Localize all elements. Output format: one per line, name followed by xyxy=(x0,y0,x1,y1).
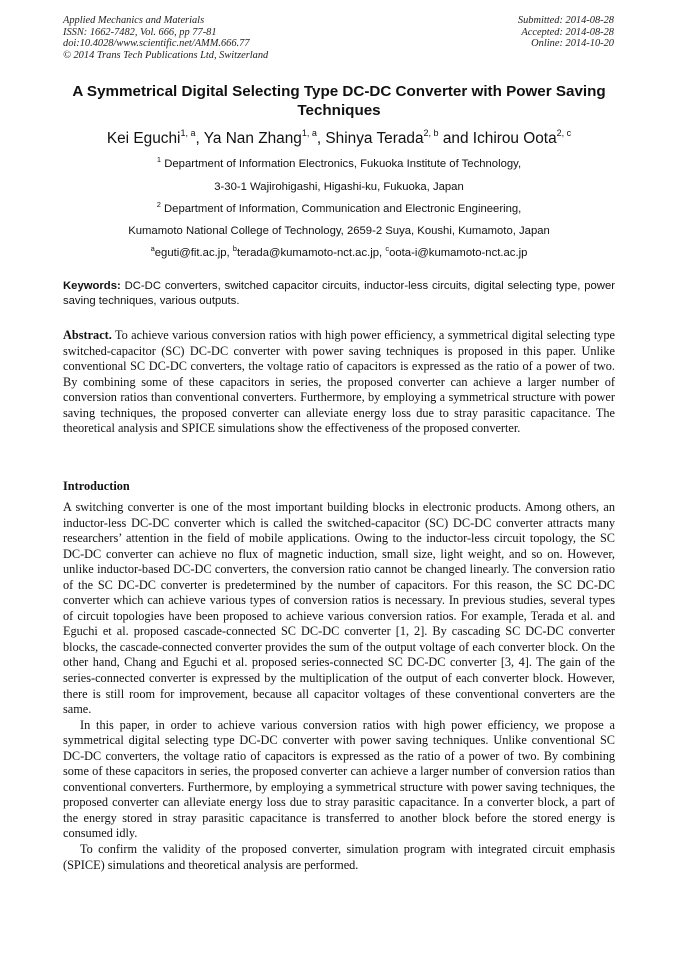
copyright-line: © 2014 Trans Tech Publications Ltd, Switzerland xyxy=(63,49,269,61)
author-list xyxy=(50,129,628,149)
email-address: eguti@fit.ac.jp, xyxy=(154,247,233,259)
abstract-label: Abstract. xyxy=(63,328,112,342)
submitted-date: Submitted: 2014-08-28 xyxy=(517,15,614,26)
author-affiliation-mark: 2, b xyxy=(423,128,439,138)
affiliation-mark: 1 xyxy=(156,155,162,164)
online-date: Online: 2014-10-20 xyxy=(531,38,614,50)
journal-header-left xyxy=(63,15,268,61)
issn-line: ISSN: 1662-7482, Vol. 666, pp 77-81 xyxy=(63,26,217,38)
journal-name: Applied Mechanics and Materials xyxy=(63,15,205,26)
affiliation-1-line-1 xyxy=(40,157,638,171)
paper-title: A Symmetrical Digital Selecting Type DC-DC Converter with Power Saving Techniques xyxy=(72,83,606,119)
author-affiliation-mark: 1, a xyxy=(180,128,196,138)
email-mark: a xyxy=(150,244,155,253)
body-paragraph: In this paper, in order to achieve various conversion ratios with high power efficiency, we propose a symmetrical digital selecting type DC-DC converter with power saving techniques. Unlike conventional SC DC-DC converters, the voltage ratio of capacitors is expressed as the ratio of a power of two. By combining some of these capacitors in series, the proposed converter can achieve a larger number of conversion ratios than conventional converters. Furthermore, by employing a symmetrical structure with power saving techniques, the proposed converter can alleviate energy loss due to stray parasitic capacitance. In a converter block, a part of the energy stored in stray parasitic capacitance is transferred to another block before the stored energy is consumed idly. xyxy=(63,717,615,841)
email-address: oota-i@kumamoto-nct.ac.jp xyxy=(389,247,528,259)
author-separator: and xyxy=(438,130,473,147)
author-name: Shinya Terada xyxy=(325,130,424,147)
author-name: Kei Eguchi xyxy=(106,130,181,147)
abstract-text: To achieve various conversion ratios with high power efficiency, a symmetrical digital selecting type switched-capacitor (SC) DC-DC converter with power saving techniques is proposed in this paper. Unlike conventional SC DC-DC converters, the voltage ratio of capacitors is expressed as the ratio of a power of two. By combining some of these capacitors in series, the proposed converter can achieve a larger number of conversion ratios than conventional converters. Furthermore, by employing a symmetrical structure with power saving techniques, the proposed converter can alleviate energy loss due to stray parasitic capacitance. The theoretical analysis and SPICE simulations show the effectiveness of the proposed converter. xyxy=(63,328,615,436)
email-mark: c xyxy=(385,244,390,253)
abstract xyxy=(63,328,615,437)
author-name: Ichirou Oota xyxy=(472,130,557,147)
author-separator: , xyxy=(316,130,326,147)
affiliation-text: Department of Information, Communication and Electronic Engineering, xyxy=(160,203,522,215)
affiliation-2-line-2: Kumamoto National College of Technology, 2659-2 Suya, Koushi, Kumamoto, Japan xyxy=(128,225,550,237)
author-name: Ya Nan Zhang xyxy=(203,130,302,147)
affiliation-text: Department of Information Electronics, Fukuoka Institute of Technology, xyxy=(161,158,522,170)
affiliation-mark: 2 xyxy=(156,200,161,209)
email-address: terada@kumamoto-nct.ac.jp, xyxy=(236,247,386,259)
accepted-date: Accepted: 2014-08-28 xyxy=(521,26,614,38)
email-mark: b xyxy=(232,244,237,253)
keywords-label: Keywords: xyxy=(63,280,121,292)
body-paragraph: A switching converter is one of the most important building blocks in electronic products. Among others, an inductor-less DC-DC converter which is called the switched-capacitor (SC) DC-DC converter attracts many researchers’ attention in the field of mobile applications. Owing to the inductor-less circuit topology, the SC DC-DC converter can achieve no flux of magnetic induction, small size, light weight, and so on. However, unlike inductor-based DC-DC converters, the conversion ratio cannot be changed linearly. The conversion ratio of the SC DC-DC converter is predetermined by the number of capacitors. For this reason, the SC DC-DC converter which can achieve various types of conversion ratios is necessary. In previous studies, several types of circuit topologies have been proposed to achieve various conversion ratios. For example, Terada et al. and Eguchi et al. proposed cascade-connected SC DC-DC converter [1, 2]. By cascading SC DC-DC converter blocks, the cascade-connected converter provides the sum of the output voltage of each converter block. On the other hand, Chang and Eguchi et al. proposed series-connected SC DC-DC converter [3, 4]. The gain of the series-connected converter is expressed by the multiplication of the output of each converter block. However, there is still room for improvement, because all capacitor voltages of these conventional converters are the same. xyxy=(63,500,615,717)
keywords xyxy=(63,279,615,309)
introduction-body xyxy=(63,500,615,873)
email-line xyxy=(40,246,638,260)
author-affiliation-mark: 1, a xyxy=(301,128,317,138)
body-paragraph: To confirm the validity of the proposed converter, simulation program with integrated circuit emphasis (SPICE) simulations and theoretical analysis are performed. xyxy=(63,842,615,872)
affiliation-1-line-2: 3-30-1 Wajirohigashi, Higashi-ku, Fukuoka, Japan xyxy=(214,181,464,193)
introduction-heading: Introduction xyxy=(63,479,130,493)
journal-header-right xyxy=(518,15,614,50)
author-affiliation-mark: 2, c xyxy=(556,128,572,138)
affiliation-2-line-1 xyxy=(40,202,638,216)
doi-line: doi:10.4028/www.scientific.net/AMM.666.77 xyxy=(63,38,250,50)
keywords-text: DC-DC converters, switched capacitor circuits, inductor-less circuits, digital selecting type, power saving techniques, various outputs. xyxy=(63,280,615,307)
author-separator: , xyxy=(195,130,204,147)
